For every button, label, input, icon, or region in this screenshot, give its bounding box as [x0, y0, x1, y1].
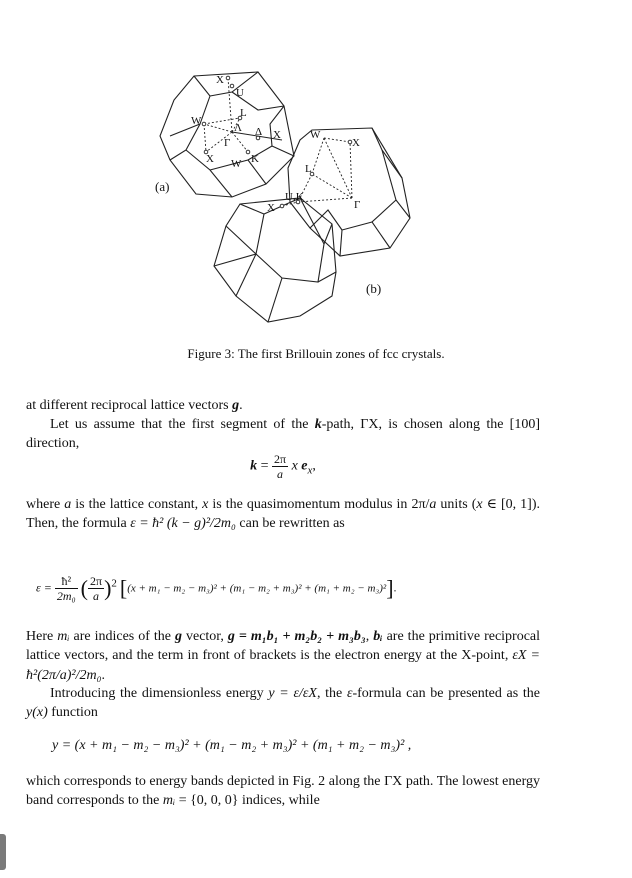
- label-b-w: W: [310, 129, 321, 141]
- eq1-den: a: [277, 467, 284, 481]
- eq2-frac2: [88, 574, 104, 603]
- eq2-end: .: [393, 580, 397, 595]
- equation-y-of-x: y = (x + m₁ − m₂ − m₃)² + (m₁ − m₂ + m₃)² + (m₁ + m₂ − m₃)² ,: [52, 738, 412, 753]
- p6-a: which corresponds to energy bands depicted in Fig. 2 along the ΓX path. The lowest energy band corresponds to the: [26, 774, 540, 809]
- eq2-bracket-open: [: [119, 575, 128, 601]
- eq2-paren-open: (: [80, 575, 88, 601]
- p4-b: are indices of the: [69, 629, 175, 644]
- bz-b-edge: [300, 198, 324, 244]
- p5-b: , the: [316, 686, 347, 701]
- equation-energy: [36, 574, 550, 603]
- p6-b: = {0, 0, 0} indices, while: [175, 793, 320, 809]
- eq2-bracket-close: ]: [386, 575, 394, 601]
- p4-a: Here: [26, 629, 58, 644]
- eq1-num: 2π: [274, 452, 287, 466]
- eq1-k: k: [250, 458, 258, 474]
- p4-mi: mᵢ: [57, 629, 70, 644]
- bz-b-edge: [226, 214, 264, 254]
- eq2-sq: 2: [111, 577, 117, 590]
- eq1-end: ,: [312, 458, 316, 474]
- p3-e: ∈ [0, 1]). Then, the formula: [26, 497, 541, 532]
- p3-avar2: a: [429, 497, 437, 512]
- paragraph-1: [26, 396, 540, 415]
- eq1-sub: x: [307, 464, 313, 477]
- p5-y: y = ε/εX: [268, 686, 317, 701]
- bz-b-edge: [268, 278, 282, 322]
- bz-b-dash: [298, 198, 352, 202]
- p3-formula: ε = ħ² (k − g)²/2m₀: [130, 516, 236, 532]
- panel-label-b: (b): [366, 281, 382, 296]
- label-b-gamma: Γ: [354, 199, 361, 211]
- label-a-lambda: Λ: [234, 122, 242, 134]
- eq2-paren-close: ): [104, 575, 112, 601]
- label-a-u: U: [236, 87, 244, 99]
- p4-ex: εX = ħ²(2π/a)²/2m₀: [26, 648, 541, 683]
- bz-b-edge: [256, 224, 332, 282]
- paragraph-2: [26, 415, 540, 454]
- p3-c: is the quasimomentum modulus in 2π/: [208, 497, 430, 512]
- eq1-fraction: [272, 452, 288, 481]
- bz-a-dash: [204, 124, 206, 152]
- bz-b-edge: [382, 150, 410, 218]
- p5-eps: ε: [346, 686, 353, 701]
- point-marker: [280, 204, 284, 208]
- p4-e: are the primitive reciprocal lattice vectors, and the term in front of brackets is the electron energy at the X-point,: [26, 629, 541, 664]
- point-marker: [202, 122, 206, 126]
- point-marker: [226, 76, 230, 80]
- p3-avar: a: [64, 497, 72, 512]
- p5-c: -formula can be presented as the: [352, 686, 541, 701]
- brillouin-zone-figure: [0, 0, 632, 345]
- paragraph-3: [26, 495, 540, 534]
- label-b-l: L: [305, 163, 312, 175]
- bz-a-edge: [170, 76, 210, 136]
- p4-f: .: [101, 667, 105, 683]
- point-marker: [230, 84, 234, 88]
- p3-x: x: [202, 497, 209, 512]
- p1-text: at different reciprocal lattice vectors: [26, 398, 233, 413]
- bz-a-edge: [170, 124, 200, 160]
- bz-a-dash: [232, 132, 248, 152]
- eq2-lhs: ε =: [36, 580, 55, 595]
- p3-xrange: x: [476, 497, 483, 512]
- bz-b-edge: [340, 222, 372, 256]
- p4-c: vector,: [182, 629, 228, 644]
- eq1-e: e: [301, 458, 308, 474]
- eq1-x: x: [288, 458, 302, 474]
- paragraph-4: [26, 627, 540, 685]
- paragraph-6: [26, 772, 540, 811]
- bz-b-edge: [236, 254, 256, 296]
- eq2-frac2-num: 2π: [90, 574, 103, 588]
- p4-bi: bᵢ: [373, 629, 383, 644]
- label-a-k: K: [251, 153, 259, 165]
- label-a-w-left: W: [191, 115, 202, 127]
- p3-b: is the lattice constant,: [71, 497, 203, 512]
- bz-b-edge: [372, 200, 396, 248]
- eq2-frac1-num: ħ²: [55, 574, 78, 589]
- bz-b-edge: [214, 254, 256, 266]
- p6-mi: mᵢ: [162, 793, 176, 809]
- p2-text-b: -path, ΓX, is chosen along the [100] direction,: [26, 417, 541, 452]
- bz-b-edge: [318, 272, 336, 282]
- label-a-gamma: Γ: [224, 137, 231, 149]
- p3-a: where: [26, 497, 65, 512]
- eq2-frac1: [55, 574, 78, 603]
- label-a-x-top: X: [216, 74, 224, 86]
- label-b-uk: U,K: [285, 191, 304, 203]
- bz-b-dash: [350, 142, 352, 198]
- side-scroll-tab[interactable]: [0, 834, 6, 870]
- label-b-x-left: X: [267, 202, 275, 214]
- p4-gexpr: g = m₁b₁ + m₂b₂ + m₃b₃: [227, 629, 366, 644]
- point-marker: [246, 150, 250, 154]
- bz-b-dash: [324, 138, 352, 198]
- p2-text-a: Let us assume that the first segment of the: [50, 417, 315, 432]
- label-a-x-right: X: [273, 129, 281, 141]
- p1-g: g: [232, 398, 240, 413]
- p5-yx: y(x): [26, 705, 48, 721]
- bz-b-dash: [324, 138, 350, 142]
- p5-d: function: [47, 705, 98, 721]
- eq1-equals: =: [257, 458, 272, 474]
- eq2-frac2-den: a: [93, 589, 100, 603]
- label-a-x-low: X: [206, 153, 214, 165]
- label-b-x-top: X: [352, 137, 360, 149]
- bz-b-front-outline: [214, 198, 336, 322]
- p4-g: g: [175, 629, 182, 644]
- bz-b-back-outline: [288, 128, 410, 256]
- eq2-body: (x + m₁ − m₂ − m₃)² + (m₁ − m₂ + m₃)² + (m₁ + m₂ − m₃)²: [127, 582, 387, 595]
- p4-d: ,: [365, 629, 374, 644]
- paragraph-5: [26, 684, 540, 723]
- p5-a: Introducing the dimensionless energy: [50, 686, 269, 701]
- label-a-w-low: W: [231, 158, 242, 170]
- bz-a-dash: [204, 124, 232, 132]
- label-a-l: L: [240, 107, 247, 119]
- label-a-delta: Δ: [255, 126, 263, 138]
- bz-b-dash: [312, 138, 324, 174]
- p3-f: can be rewritten as: [235, 516, 345, 532]
- p3-d: units (: [436, 497, 477, 512]
- equation-k-path: [26, 452, 540, 481]
- panel-label-a: (a): [155, 179, 170, 194]
- figure-caption: Figure 3: The first Brillouin zones of fcc crystals.: [187, 346, 445, 361]
- p1-end: .: [239, 398, 243, 413]
- p2-k: k: [314, 417, 322, 432]
- eq2-frac1-den: 2m₀: [56, 589, 76, 603]
